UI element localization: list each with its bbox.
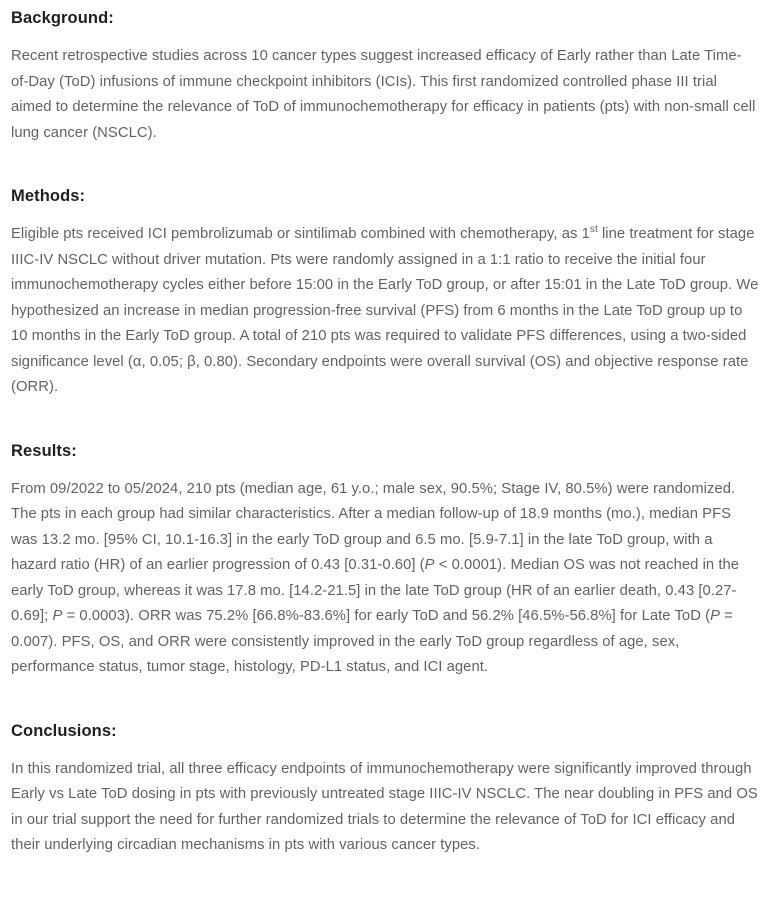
- conclusions-paragraph: In this randomized trial, all three efficacy endpoints of immunochemotherapy were significantly improved through Early vs Late ToD dosing in pts with previously untreated stage IIIC-IV NSCLC. The near doubling in PFS and OS in our trial support the need for further randomized trials to determine the relevance of ToD for ICI efficacy and their underlying circadian mechanisms in pts with various cancer types.: [11, 760, 758, 853]
- methods-paragraph: Eligible pts received ICI pembrolizumab or sintilimab combined with chemotherapy, as 1st line treatment for stage IIIC-IV NSCLC without driver mutation. Pts were randomly assigned in a 1:1 ratio to receive the initial four immunochemotherapy cycles either before 15:00 in the Early ToD group, or after 15:01 in the Late ToD group. We hypothesized an increase in median progression-free survival (PFS) from 6 months in the Late ToD group up to 10 months in the Early ToD group. A total of 210 pts was required to validate PFS differences, using a two-sided significance level (α, 0.05; β, 0.80). Secondary endpoints were overall survival (OS) and objective response rate (ORR).: [11, 224, 759, 395]
- section-conclusions: [11, 721, 759, 859]
- section-methods: [11, 186, 759, 401]
- background-heading: Background:: [11, 9, 114, 27]
- background-paragraph: Recent retrospective studies across 10 cancer types suggest increased efficacy of Early rather than Late Time-of-Day (ToD) infusions of immune checkpoint inhibitors (ICIs). This first randomized controlled phase III trial aimed to determine the relevance of ToD of immunochemotherapy for efficacy in patients (pts) with non-small cell lung cancer (NSCLC).: [11, 48, 756, 141]
- section-background: [11, 8, 759, 146]
- conclusions-heading: Conclusions:: [11, 721, 117, 740]
- results-paragraph: From 09/2022 to 05/2024, 210 pts (median age, 61 y.o.; male sex, 90.5%; Stage IV, 80.5%) were randomized. The pts in each group had similar characteristics. After a median follow-up of 18.9 months (mo.), median PFS was 13.2 mo. [95% CI, 10.1-16.3] in the early ToD group and 6.5 mo. [5.9-7.1] in the late ToD group, with a hazard ratio (HR) of an earlier progression of 0.43 [0.31-0.60] (P < 0.0001). Median OS was not reached in the early ToD group, whereas it was 17.8 mo. [14.2-21.5] in the late ToD group (HR of an earlier death, 0.43 [0.27-0.69]; P = 0.0003). ORR was 75.2% [66.8%-83.6%] for early ToD and 56.2% [46.5%-56.8%] for Late ToD (P = 0.007). PFS, OS, and ORR were consistently improved in the early ToD group regardless of age, sex, performance status, tumor stage, histology, PD-L1 status, and ICI agent.: [11, 480, 740, 675]
- section-results: [11, 441, 759, 681]
- methods-heading: Methods:: [11, 187, 86, 205]
- results-heading: Results:: [11, 441, 77, 460]
